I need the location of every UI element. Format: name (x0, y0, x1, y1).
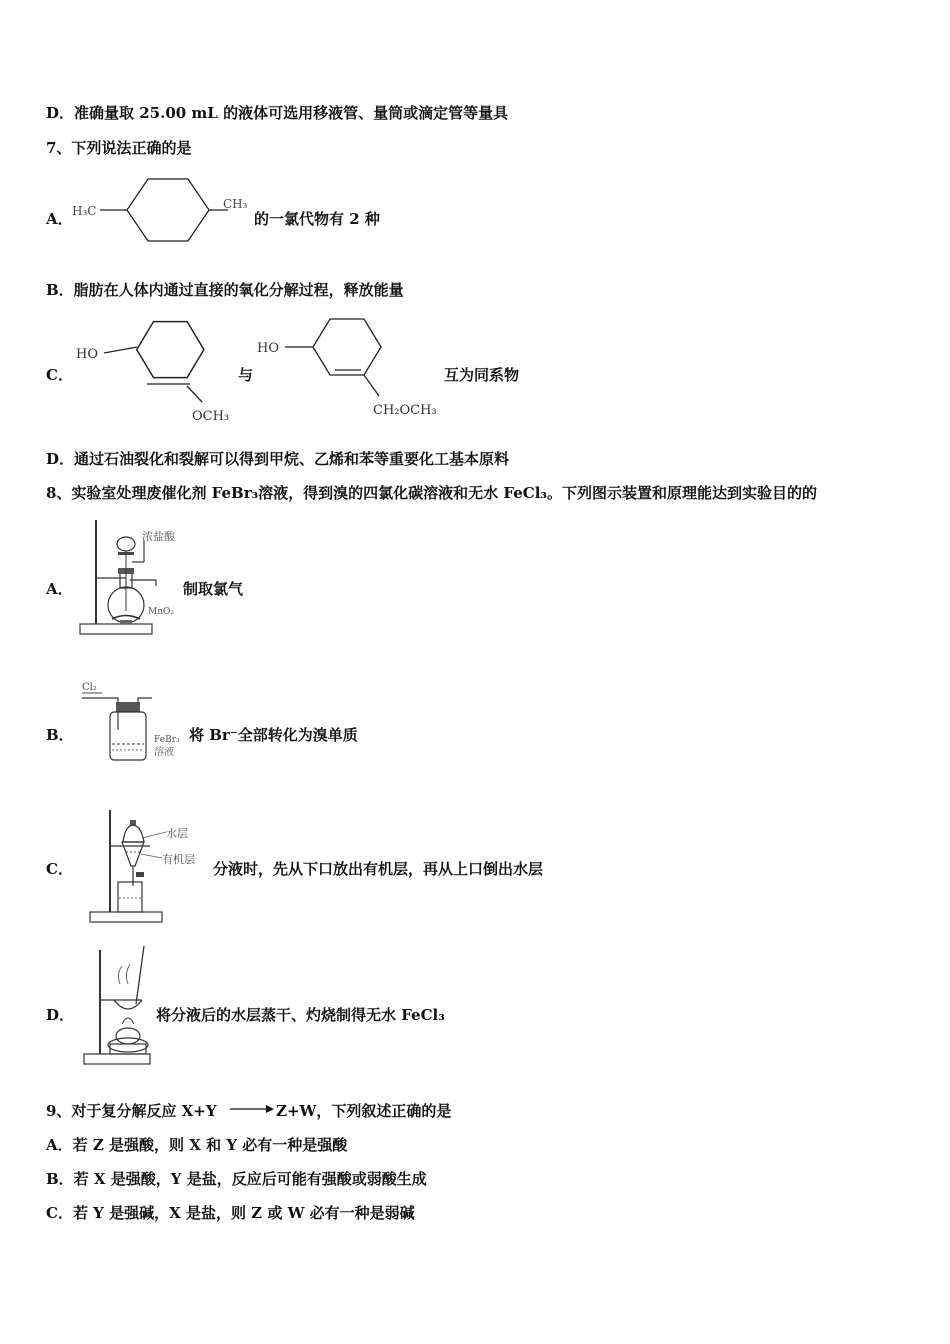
q9-stem-tail: Z+W，下列叙述正确的是 (276, 1102, 452, 1120)
q7-a-text: 的一氯代物有 2 种 (254, 210, 380, 228)
q7-a-left-group: H₃C (72, 204, 97, 218)
q9-option-c: C．若 Y 是强碱，X 是盐，则 Z 或 W 必有一种是弱碱 (46, 1204, 415, 1222)
q6-option-d: D．准确量取 25.00 mL 的液体可选用移液管、量筒或滴定管等量具 (46, 104, 509, 122)
q8-a-reagent-bottom: MnO₂ (148, 607, 174, 617)
q7-c-joiner: 与 (238, 366, 254, 384)
q7-a-label: A． (46, 210, 73, 228)
q8-c-layer-bottom: 有机层 (162, 853, 195, 866)
q7-stem: 7、下列说法正确的是 (46, 139, 192, 157)
q8-c-text: 分液时，先从下口放出有机层，再从上口倒出水层 (213, 860, 544, 878)
q8-a-chlorine-apparatus (76, 516, 186, 640)
q8-d-text: 将分液后的水层蒸干、灼烧制得无水 FeCl₃ (156, 1006, 445, 1024)
q9-option-b: B．若 X 是强酸，Y 是盐，反应后可能有强酸或弱酸生成 (46, 1170, 427, 1188)
q8-a-label: A． (46, 580, 73, 598)
q9-reaction-arrow (228, 1101, 276, 1117)
q7-c-m2-oh: HO (257, 341, 279, 356)
q8-a-reagent-top: 浓盐酸 (142, 530, 175, 543)
q8-b-gas-bottle (78, 678, 188, 766)
q8-b-gas: Cl₂ (82, 682, 97, 693)
q8-c-label: C． (46, 860, 73, 878)
q7-a-cyclohexane-figure (70, 174, 255, 246)
q7-option-d: D．通过石油裂化和裂解可以得到甲烷、乙烯和苯等重要化工基本原料 (46, 450, 510, 468)
q7-c-molecule2-figure (255, 312, 445, 424)
q8-b-text: 将 Br⁻全部转化为溴单质 (189, 726, 358, 744)
q7-c-m1-sub: OCH₃ (192, 409, 230, 424)
q8-d-label: D． (46, 1006, 75, 1024)
q7-c-m1-oh: HO (76, 347, 98, 362)
q7-a-right-group: CH₃ (223, 197, 248, 211)
q8-c-layer-top: 水层 (166, 827, 188, 840)
q7-c-m2-sub: CH₂OCH₃ (373, 403, 437, 418)
q8-a-text: 制取氯气 (183, 580, 244, 598)
q8-c-separatory-funnel (86, 806, 211, 926)
q8-b-sol2: 溶液 (154, 747, 174, 758)
q7-c-molecule1-figure (74, 316, 239, 428)
q8-b-sol1: FeBr₃ (154, 735, 180, 745)
q8-stem: 8、实验室处理废催化剂 FeBr₃溶液，得到溴的四氯化碳溶液和无水 FeCl₃。下列图示装置和原理能达到实验目的的 (46, 484, 817, 502)
q9-stem-head: 9、对于复分解反应 X+Y (46, 1102, 217, 1120)
q9-option-a: A．若 Z 是强酸，则 X 和 Y 必有一种是强酸 (46, 1136, 348, 1154)
q7-c-text: 互为同系物 (444, 366, 520, 384)
q7-c-label: C． (46, 366, 73, 384)
q8-b-label: B． (46, 726, 74, 744)
q7-option-b: B．脂肪在人体内通过直接的氧化分解过程，释放能量 (46, 281, 404, 299)
q8-d-evaporation-apparatus (80, 944, 160, 1070)
